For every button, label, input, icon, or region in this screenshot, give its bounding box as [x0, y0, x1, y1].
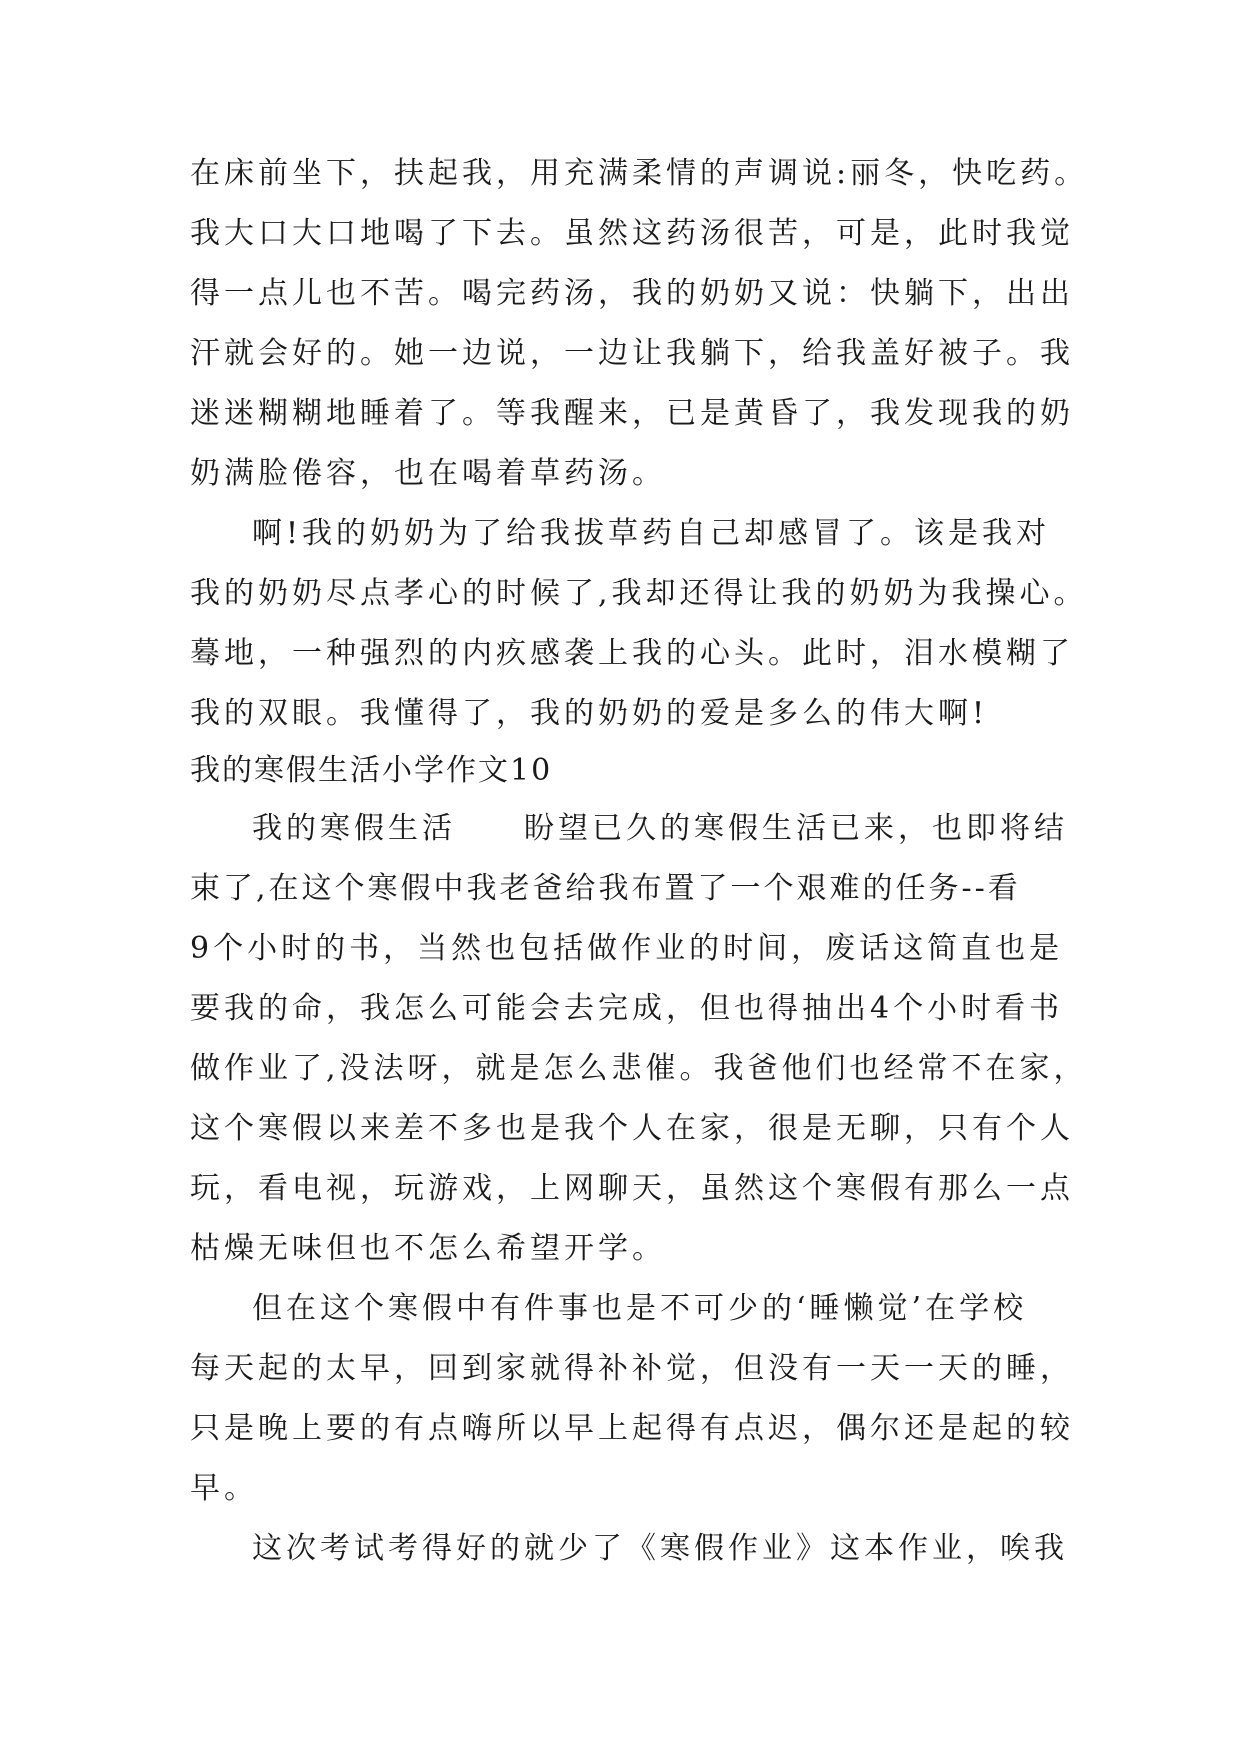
text-line-17: 这个寒假以来差不多也是我个人在家，很是无聊，只有个人 — [190, 1111, 1074, 1146]
text-line-18: 玩，看电视，玩游戏，上网聊天，虽然这个寒假有那么一点 — [190, 1171, 1074, 1206]
text-line-22: 只是晚上要的有点嗨所以早上起得有点迟，偶尔还是起的较 — [190, 1411, 1074, 1446]
text-line-15: 要我的命，我怎么可能会去完成，但也得抽出4个小时看书 — [190, 991, 1064, 1026]
text-line-19: 枯燥无味但也不怎么希望开学。 — [190, 1231, 666, 1266]
text-line-7: 啊!我的奶奶为了给我拔草药自己却感冒了。该是我对 — [252, 516, 1051, 551]
text-line-13: 束了,在这个寒假中我老爸给我布置了一个艰难的任务--看 — [190, 871, 1021, 906]
text-line-3: 得一点儿也不苦。喝完药汤，我的奶奶又说：快躺下，出出 — [190, 276, 1074, 311]
text-line-21: 每天起的太早，回到家就得补补觉，但没有一天一天的睡， — [190, 1351, 1074, 1386]
text-line-4: 汗就会好的。她一边说，一边让我躺下，给我盖好被子。我 — [190, 336, 1074, 371]
text-line-23: 早。 — [190, 1471, 258, 1506]
text-line-1: 在床前坐下，扶起我，用充满柔情的声调说:丽冬，快吃药。 — [190, 156, 1089, 191]
text-line-8: 我的奶奶尽点孝心的时候了,我却还得让我的奶奶为我操心。 — [190, 576, 1088, 611]
text-line-16: 做作业了,没法呀，就是怎么悲催。我爸他们也经常不在家， — [190, 1051, 1088, 1086]
text-line-6: 奶满脸倦容，也在喝着草药汤。 — [190, 456, 666, 491]
text-line-9: 蓦地，一种强烈的内疚感袭上我的心头。此时，泪水模糊了 — [190, 636, 1074, 671]
text-line-24: 这次考试考得好的就少了《寒假作业》这本作业，唉我 — [252, 1531, 1068, 1566]
text-line-14: 9个小时的书，当然也包括做作业的时间，废话这简直也是 — [190, 931, 1064, 966]
section-heading: 我的寒假生活小学作文10 — [190, 753, 553, 788]
text-line-5: 迷迷糊糊地睡着了。等我醒来，已是黄昏了，我发现我的奶 — [190, 396, 1074, 431]
text-line-10: 我的双眼。我懂得了，我的奶奶的爱是多么的伟大啊! — [190, 696, 989, 731]
text-line-2: 我大口大口地喝了下去。虽然这药汤很苦，可是，此时我觉 — [190, 216, 1074, 251]
text-line-12: 我的寒假生活 盼望已久的寒假生活已来，也即将结 — [252, 811, 1068, 846]
text-line-20: 但在这个寒假中有件事也是不可少的‘睡懒觉’在学校 — [252, 1291, 1028, 1326]
